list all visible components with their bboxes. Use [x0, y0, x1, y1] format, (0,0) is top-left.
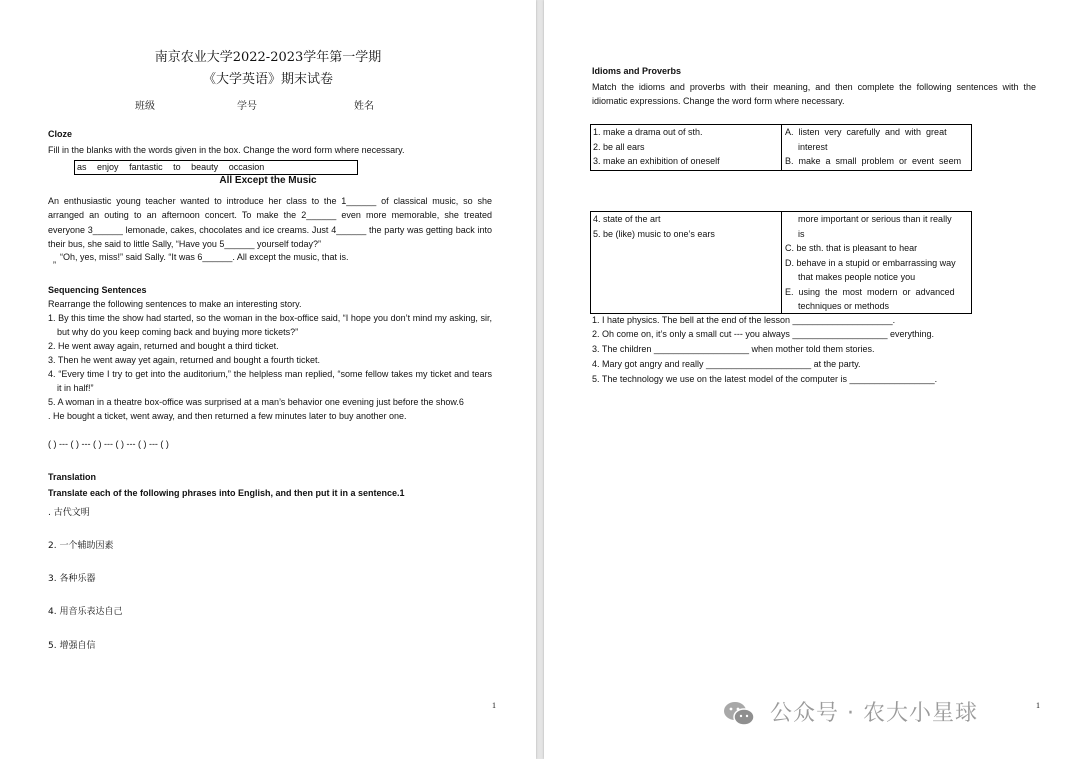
- idiom-table-1: [590, 124, 972, 171]
- story-title: All Except the Music: [219, 175, 317, 186]
- cloze-instruction: Fill in the blanks with the words given in the box. Change the word form where necessary.: [48, 145, 405, 155]
- meaning-item: is: [798, 228, 805, 239]
- page-number: 1: [492, 701, 496, 710]
- completion-sentence: 3. The children ___________________ when mother told them stories.: [592, 344, 875, 354]
- word-item: beauty: [191, 162, 219, 172]
- cloze-paragraph: An enthusiastic young teacher wanted to introduce her class to the 1______ of classical music, so she arranged an outing to an afternoon concert. To make the 2______ even more memorable, she treated everyone 3______ lemonade, cakes, chocolates and ice creams. Just 4______ the party was getting back into their bus, she said to little Sally, “Have you 5______ yourself today?”: [48, 196, 492, 249]
- translation-heading: Translation: [48, 472, 97, 482]
- idiom-item: 1. make a drama out of sth.: [593, 127, 703, 137]
- idioms-instruction: Match the idioms and proverbs with their meaning, and then complete the following sentences with the idiomatic expressions. Change the word form where necessary.: [592, 82, 1036, 107]
- completion-sentence: 5. The technology we use on the latest model of the computer is _________________.: [592, 374, 938, 384]
- translation-item: . 古代文明: [48, 508, 90, 518]
- exam-subtitle: 《大学英语》期末试卷: [202, 72, 333, 87]
- exam-page-2: [544, 0, 1080, 759]
- sequence-item: 2. He went away again, returned and bought a third ticket.: [48, 341, 279, 351]
- meaning-item: E. using the most modern or advanced: [785, 286, 955, 297]
- meaning-item: D. behave in a stupid or embarrassing way: [785, 257, 956, 268]
- sequence-answer-line: ( ) --- ( ) --- ( ) --- ( ) --- ( ) --- ( ): [48, 439, 169, 449]
- page-corner-mark: 1: [1036, 701, 1040, 710]
- meaning-item: B. make a small problem or event seem: [785, 156, 962, 166]
- completion-sentence: 2. Oh come on, it’s only a small cut --- you always ___________________ everything.: [592, 329, 935, 339]
- meaning-item: more important or serious than it really: [798, 214, 952, 224]
- cloze-quote-line: “Oh, yes, miss!” said Sally. “It was 6______. All except the music, that is.: [60, 252, 349, 262]
- sequence-item: . He bought a ticket, went away, and then returned a few minutes later to buy another one.: [48, 411, 407, 421]
- translation-item: 5. 增强自信: [48, 641, 96, 651]
- sequence-item: 1. By this time the show had started, so the woman in the box-office said, “I hope you don’t mind my asking, sir, but why do you keep coming back and buying more tickets?”: [48, 313, 492, 338]
- sequencing-heading: Sequencing Sentences: [48, 285, 147, 295]
- idiom-item: 5. be (like) music to one’s ears: [593, 228, 715, 239]
- name-field-label: 姓名: [354, 101, 374, 112]
- translation-item: 2. 一个辅助因素: [48, 541, 114, 551]
- completion-sentence: 1. I hate physics. The bell at the end of the lesson ____________________.: [592, 315, 896, 325]
- word-item: to: [173, 162, 181, 172]
- sequence-item: 5. A woman in a theatre box-office was surprised at a man’s behavior one evening just before the show.6: [48, 397, 464, 407]
- word-item: enjoy: [97, 162, 119, 172]
- translation-instruction: Translate each of the following phrases into English, and then put it in a sentence.1: [48, 488, 405, 498]
- meaning-item: A. listen very carefully and with great: [785, 127, 947, 137]
- meaning-item: interest: [798, 141, 828, 152]
- word-item: as: [77, 162, 87, 172]
- idiom-item: 3. make an exhibition of oneself: [593, 156, 720, 166]
- table-divider: [781, 125, 782, 170]
- watermark-text: 公众号 · 农大小星球: [770, 701, 978, 726]
- sequencing-instruction: Rearrange the following sentences to make an interesting story.: [48, 299, 302, 309]
- translation-item: 3. 各种乐器: [48, 574, 96, 584]
- idiom-table-2: [590, 211, 972, 314]
- exam-page-1: [0, 0, 536, 759]
- student-id-field-label: 学号: [237, 101, 257, 112]
- word-box: [74, 160, 358, 175]
- word-item: occasion: [228, 162, 265, 172]
- class-field-label: 班级: [135, 101, 155, 112]
- idiom-item: 2. be all ears: [593, 141, 645, 152]
- translation-item: 4. 用音乐表达自己: [48, 607, 123, 617]
- word-item: fantastic: [129, 162, 163, 172]
- completion-sentence: 4. Mary got angry and really _____________________ at the party.: [592, 359, 861, 369]
- sequence-item: 3. Then he went away yet again, returned and bought a fourth ticket.: [48, 355, 321, 365]
- table-divider: [781, 212, 782, 313]
- meaning-item: techniques or methods: [798, 301, 890, 311]
- idiom-item: 4. state of the art: [593, 214, 661, 224]
- exam-title: 南京农业大学2022-2023学年第一学期: [154, 50, 382, 65]
- idioms-heading: Idioms and Proverbs: [592, 66, 682, 76]
- stray-quote-mark: ”: [53, 260, 56, 270]
- meaning-item: that makes people notice you: [798, 272, 916, 282]
- meaning-item: C. be sth. that is pleasant to hear: [785, 243, 918, 253]
- wechat-icon: [722, 700, 756, 728]
- cloze-heading: Cloze: [48, 129, 73, 139]
- sequence-item: 4. “Every time I try to get into the auditorium,” the helpless man replied, “some fellow takes my ticket and tears it in half!”: [48, 369, 492, 394]
